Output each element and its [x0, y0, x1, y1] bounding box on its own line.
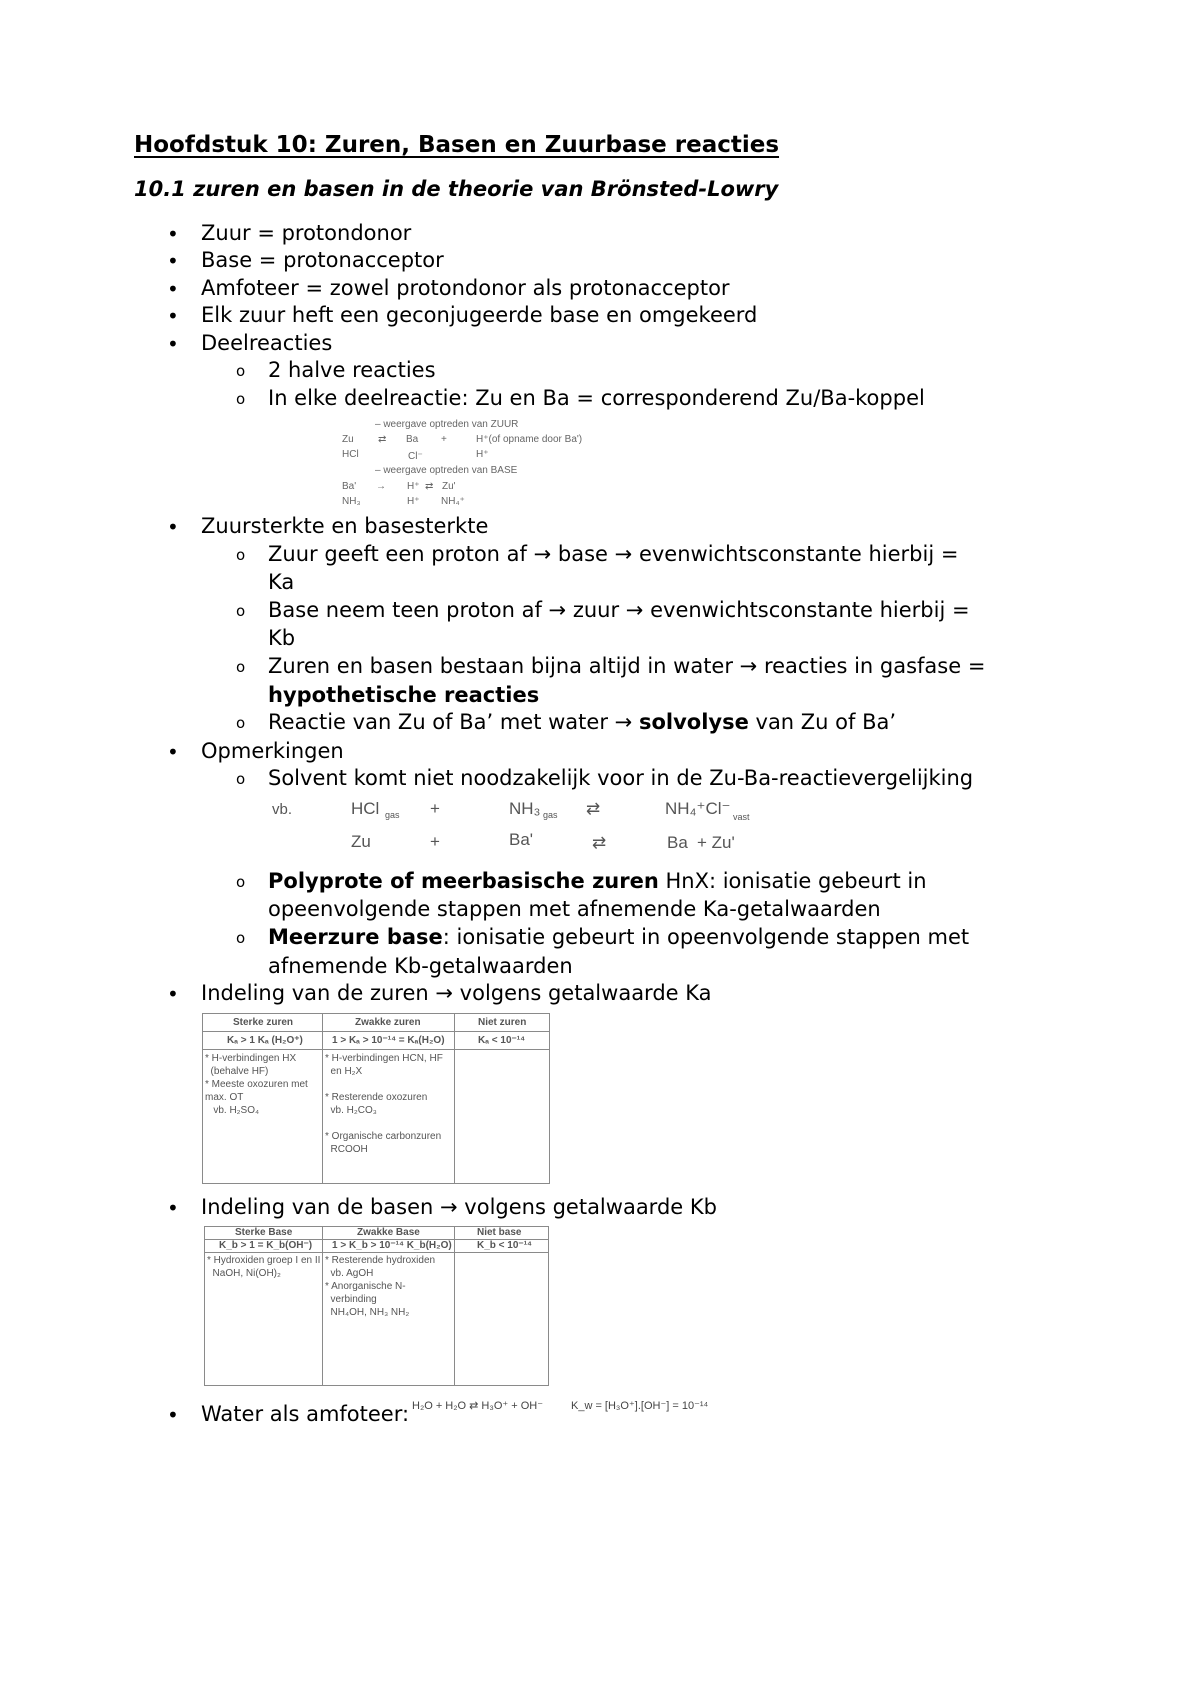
- sub-bullet: o: [236, 362, 246, 380]
- formula: Zu: [342, 434, 354, 445]
- sub-item: Base neem teen proton af → zuur → evenwichtsconstante hierbij =: [268, 598, 970, 622]
- formula: H⁺: [476, 449, 489, 460]
- arrow-icon: →: [435, 981, 453, 1005]
- sub-item: Zuren en basen bestaan bijna altijd in water → reacties in gasfase =: [268, 654, 986, 678]
- table-header: Zwakke Base: [357, 1227, 420, 1238]
- base-table: [204, 1226, 549, 1386]
- sub-bullet: o: [236, 602, 246, 620]
- arrow-icon: →: [739, 654, 758, 678]
- arrow-icon: →: [614, 542, 633, 566]
- table-header: Sterke Base: [235, 1227, 293, 1238]
- sub-item-continuation: Ka: [268, 570, 295, 594]
- sub-item: Polyprote of meerbasische zuren HnX: ionisatie gebeurt in: [268, 869, 927, 893]
- equilibrium-arrow-icon: ⇄: [378, 434, 387, 445]
- list-item: Water als amfoteer:: [201, 1402, 410, 1426]
- table-cell: * H-verbindingen HCN, HF en H₂X * Resterende oxozuren vb. H₂CO₃ * Organische carbonzuren RCOOH: [325, 1053, 443, 1155]
- table-header: Sterke zuren: [233, 1017, 294, 1028]
- bullet: •: [167, 249, 179, 273]
- table-cell: * H-verbindingen HX (behalve HF) * Meeste oxozuren met max. OT vb. H₂SO₄: [205, 1053, 308, 1116]
- sub-item: Reactie van Zu of Ba’ met water → solvolyse van Zu of Ba’: [268, 710, 897, 734]
- state-label: gas: [543, 810, 558, 820]
- bullet: •: [167, 222, 179, 246]
- bullet: •: [167, 277, 179, 301]
- section-heading: 10.1 zuren en basen in de theorie van Brönsted-Lowry: [134, 177, 779, 201]
- bullet: •: [167, 304, 179, 328]
- sub-bullet: o: [236, 770, 246, 788]
- operator: +: [430, 832, 440, 851]
- formula: HCl: [342, 449, 359, 460]
- formula: NH₄⁺: [441, 496, 465, 507]
- formula: + Zu': [697, 833, 735, 852]
- figure-caption: – weergave optreden van BASE: [375, 465, 518, 476]
- state-label: gas: [385, 810, 400, 820]
- table-header: Zwakke zuren: [355, 1017, 421, 1028]
- bullet: •: [167, 982, 179, 1006]
- table-cell: * Hydroxiden groep I en II NaOH, Ni(OH)₂: [207, 1255, 321, 1279]
- list-item: Zuur = protondonor: [201, 221, 412, 245]
- formula: H⁺: [407, 496, 420, 507]
- page-title: Hoofdstuk 10: Zuren, Basen en Zuurbase reacties: [134, 132, 780, 158]
- formula: Ba: [406, 434, 419, 445]
- sub-item: Meerzure base: ionisatie gebeurt in opeenvolgende stappen met: [268, 925, 970, 949]
- equilibrium-arrow-icon: ⇄: [586, 799, 601, 818]
- formula: Ba: [667, 833, 688, 852]
- bullet: •: [167, 740, 179, 764]
- list-item: Elk zuur heft een geconjugeerde base en omgekeerd: [201, 303, 758, 327]
- list-item: Indeling van de zuren → volgens getalwaarde Ka: [201, 981, 712, 1005]
- arrow-icon: →: [533, 542, 552, 566]
- formula: NH₃: [342, 496, 361, 507]
- arrow-icon: →: [548, 598, 567, 622]
- state-label: vast: [733, 812, 750, 822]
- figure-caption: – weergave optreden van ZUUR: [375, 419, 519, 430]
- list-item: Indeling van de basen → volgens getalwaarde Kb: [201, 1195, 717, 1219]
- formula: H⁺: [407, 481, 420, 492]
- formula: HCl: [351, 799, 380, 818]
- bullet: •: [167, 1403, 179, 1427]
- arrow-icon: →: [614, 710, 633, 734]
- equilibrium-arrow-icon: ⇄: [425, 481, 434, 492]
- sub-bullet: o: [236, 929, 246, 947]
- sub-bullet: o: [236, 658, 246, 676]
- formula: Ba': [509, 830, 534, 849]
- sub-bullet: o: [236, 873, 246, 891]
- arrow-icon: →: [625, 598, 644, 622]
- table-condition: 1 > Kₐ > 10⁻¹⁴ = Kₐ(H₂O): [332, 1035, 445, 1046]
- formula: Zu: [351, 832, 371, 851]
- formula: Zu': [442, 481, 456, 492]
- sub-item: In elke deelreactie: Zu en Ba = corresponderend Zu/Ba-koppel: [268, 386, 925, 410]
- table-condition: Kₐ < 10⁻¹⁴: [478, 1035, 526, 1046]
- formula: Ba': [342, 481, 357, 492]
- water-constant: K_w = [H₃O⁺].[OH⁻] = 10⁻¹⁴: [571, 1400, 709, 1412]
- list-item: Amfoteer = zowel protondonor als protonacceptor: [201, 276, 730, 300]
- sub-item: 2 halve reacties: [268, 358, 436, 382]
- table-condition: K_b > 1 = K_b(OH⁻): [219, 1240, 313, 1251]
- water-reaction: H₂O + H₂O ⇄ H₃O⁺ + OH⁻: [412, 1400, 544, 1412]
- list-item: Opmerkingen: [201, 739, 344, 763]
- table-cell: * Resterende hydroxiden vb. AgOH * Anorganische N- verbinding NH₄OH, NH₃ NH₂: [325, 1255, 436, 1318]
- sub-item-continuation: afnemende Kb-getalwaarden: [268, 954, 573, 978]
- bullet: •: [167, 515, 179, 539]
- sub-bullet: o: [236, 714, 246, 732]
- table-header: Niet zuren: [478, 1017, 527, 1028]
- sub-bullet: o: [236, 390, 246, 408]
- formula: Cl⁻: [408, 451, 423, 462]
- list-item: Base = protonacceptor: [201, 248, 444, 272]
- sub-bullet: o: [236, 546, 246, 564]
- acid-table: [202, 1013, 550, 1184]
- equilibrium-arrow-icon: ⇄: [592, 833, 607, 852]
- operator: +: [441, 434, 447, 445]
- table-condition: 1 > K_b > 10⁻¹⁴ K_b(H₂O): [332, 1240, 452, 1251]
- operator: +: [430, 799, 440, 818]
- bullet: •: [167, 332, 179, 356]
- sub-item-continuation: opeenvolgende stappen met afnemende Ka-getalwaarden: [268, 897, 881, 921]
- sub-item-continuation: Kb: [268, 626, 296, 650]
- sub-item: Zuur geeft een proton af → base → evenwichtsconstante hierbij =: [268, 542, 959, 566]
- list-item: Zuursterkte en basesterkte: [201, 514, 489, 538]
- table-condition: Kₐ > 1 Kₐ (H₂O⁺): [227, 1035, 303, 1046]
- formula: NH₃: [509, 799, 541, 818]
- arrow-icon: →: [440, 1195, 458, 1219]
- arrow-icon: →: [376, 481, 386, 492]
- bullet: •: [167, 1196, 179, 1220]
- formula: NH₄⁺Cl⁻: [665, 799, 731, 818]
- list-item: Deelreacties: [201, 331, 333, 355]
- example-label: vb.: [272, 801, 293, 818]
- sub-item: Solvent komt niet noodzakelijk voor in de Zu-Ba-reactievergelijking: [268, 766, 974, 790]
- bold-term: hypothetische reacties: [268, 683, 540, 707]
- formula: H⁺(of opname door Ba'): [476, 434, 583, 445]
- table-header: Niet base: [477, 1227, 522, 1238]
- table-condition: K_b < 10⁻¹⁴: [477, 1240, 532, 1251]
